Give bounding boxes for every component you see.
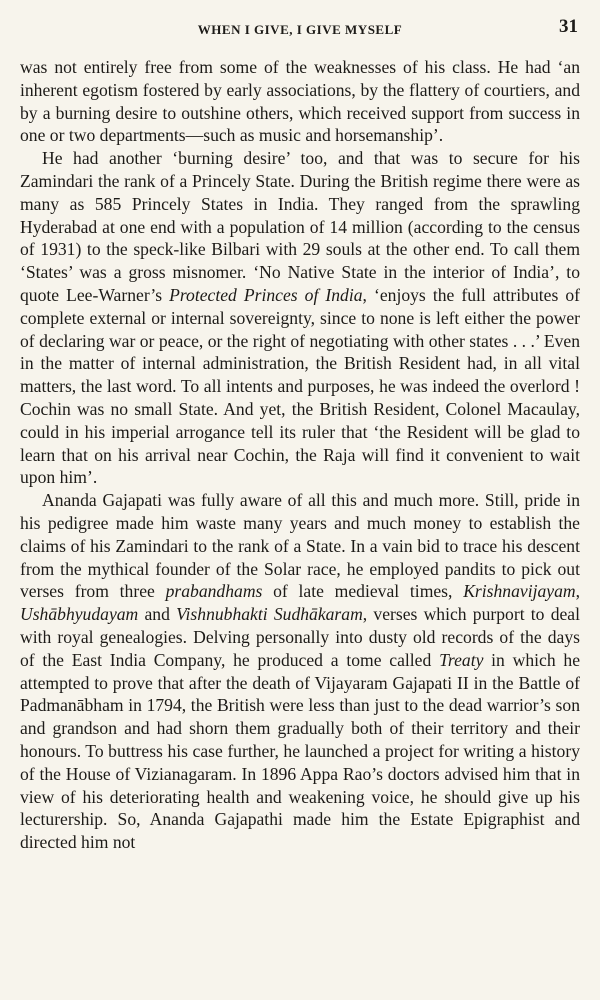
- paragraph-1: [20, 56, 580, 147]
- italic-title-text: Krishnavijayam: [463, 581, 576, 602]
- paragraph-text: was not entirely free from some of the weaknesses of his class. He had ‘an inherent egotism fostered by early associations, by the flattery of courtiers, and by a burning desire to outshine others, which received support from success in one or two departments—such as music and horsemanship’.: [20, 57, 580, 146]
- body-text: [20, 56, 580, 854]
- paragraph-text: in which he attempted to prove that after the death of Vijayaram Gajapati II in the Battle of Padmanābham in 1794, the British were less than just to the dead warrior’s son and grandson and had shorn them gradually both of their territory and their honours. To buttress his case further, he launched a project for writing a history of the House of Vizianagaram. In 1896 Appa Rao’s doctors advised him that in view of his deteriorating health and weakening voice, he should give up his lecturership. So, Ananda Gajapathi made him the Estate Epigraphist and directed him not: [20, 649, 581, 853]
- paragraph-text: of late medieval times,: [262, 581, 464, 602]
- paragraph-text: He had another ‘burning desire’ too, and that was to secure for his Zamindari the rank of a Princely State. During the British regime there were as many as 585 Princely States in India. They ranged from the sprawling Hyderabad at one end with a population of 14 million (according to the census of 1931) to the speck-like Bilbari with 29 souls at the other end. To call them ‘States’ was a gross misnomer. ‘No Native State in the interior of India’, to quote Lee-Warner’s: [20, 148, 580, 305]
- paragraph-2: [20, 147, 580, 489]
- running-title: WHEN I GIVE, I GIVE MYSELF: [197, 22, 403, 37]
- paragraph-text: and: [138, 604, 177, 625]
- paragraph-3: [20, 489, 580, 854]
- running-head: [20, 14, 580, 44]
- paragraph-text: Ananda Gajapati was fully aware of all this and much more. Still, pride in his pedigree made him waste many years and much money to establish the claims of his Zamindari to the rank of a State. In a vain bid to trace his descent from the mythical founder of the Solar race, he employed pandits to pick out verses from three: [20, 490, 580, 602]
- italic-title-text: Ushābhyudayam: [20, 604, 139, 625]
- italic-title-text: Treaty: [439, 649, 484, 670]
- paragraph-text: , ‘enjoys the full attributes of complete external or internal sovereignty, since to none is left either the power of declaring war or peace, or the right of negotiating with other states . . .’ Even in the matter of internal administration, the British Resident had, in all vital matters, the last word. To all intents and purposes, he was indeed the overlord ! Cochin was no small State. And yet, the British Resident, Colonel Macaulay, could in his imperial arrogance tell its ruler that ‘the Resident will be glad to learn that on his arrival near Cochin, the Raja will find it convenient to wait upon him’.: [20, 284, 580, 488]
- page-number: 31: [559, 16, 578, 37]
- paragraph-text: , verses which purport to deal with royal genealogies. Delving personally into dusty old records of the days of the East India Company, he produced a tome called: [20, 604, 580, 670]
- italic-title-text: Protected Princes of India: [169, 284, 363, 305]
- italic-title-text: prabandhams: [165, 581, 263, 602]
- paragraph-text: ,: [575, 581, 580, 602]
- italic-title-text: Vishnubhakti Sudhākaram: [176, 604, 363, 625]
